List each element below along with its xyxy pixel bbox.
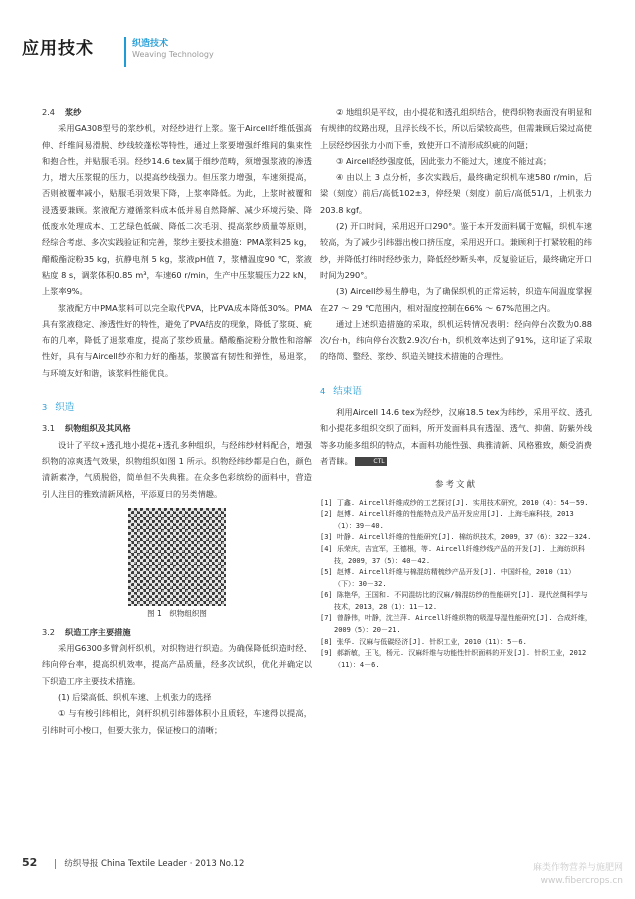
section-number: 3.1	[42, 423, 56, 434]
paragraph: 设计了平纹+透孔地小提花+透孔多种组织，与经纬纱材料配合，增强织物的凉爽透气效果，织物组织如图 1 所示。织物经纬纱都是白色，颜色清新素净，气质脱俗，简单但不失典雅。在众多色彩缤纷的面料中，营造引人注目的雅致清新风格，平添夏日的另类情趣。	[42, 439, 312, 499]
section-heading-3-2	[42, 624, 312, 640]
column-name-cn: 织造技术	[132, 39, 169, 49]
end-mark: CTL	[355, 457, 386, 466]
paragraph: ① 与有梭引纬相比，剑杆织机引纬器体积小且质轻，车速得以提高，引纬时可小梭口，但要大张力，保证梭口的清晰；	[42, 708, 312, 735]
fabric-weave-figure	[128, 508, 226, 606]
watermark-line: 麻类作物营养与施肥网	[532, 863, 623, 873]
paragraph: 采用GA308型号的浆纱机，对经纱进行上浆。鉴于Aircell纤维低强高伸、纤维间易滑脱、纱线较蓬松等特性，通过上浆要增强纤维间的集束性和抱合性，并贴服毛羽。经纱14.6 tex属于细纱范畴，须增强浆液的渗透力，增大压浆辊的压力，以提高纱线强力。但压浆力增强，车速须提高，否则被覆率减小，贴服毛羽效果下降，上浆率降低。为此，上浆时被覆和浸透要兼顾。浆液配方遵循浆料成本低并易自然降解、减少环境污染、降低废水处理成本、工艺绿色低碳、降低二次毛羽、提高浆纱质量等原则，经综合考虑、多次实践验证和完善，浆纱主要技术措施：PMA浆料25 kg，醋酸酯淀粉35 kg，抗静电剂 5 kg，浆液pH值 7，浆槽温度90 ℃，浆液粘度 8 s，调浆体积0.85 m³，车速60 r/min，生产中压浆辊压力22 kN，上浆率9%。	[42, 123, 312, 297]
section-number: 4	[320, 385, 326, 396]
references-title: 参考文献	[434, 480, 477, 491]
section-title: 浆纱	[65, 107, 82, 117]
section-title: 结束语	[333, 385, 362, 397]
reference-item: [3] 叶静. Aircell纤维的性能研究[J]. 棉纺织技术，2009，37（6）：322－324.	[320, 533, 592, 542]
right-column	[320, 104, 592, 671]
reference-item: [2] 赵博. Aircell纤维的性能特点及产品开发应用[J]. 上海毛麻科技，2013（1）：39－40.	[320, 510, 574, 530]
page-header	[22, 34, 214, 68]
section-number: 2.4	[42, 107, 56, 117]
column-name-en: Weaving Technology	[132, 50, 214, 59]
references-list	[320, 498, 592, 672]
section-heading-3	[42, 399, 312, 416]
paragraph: ③ Aircell经纱强度低，因此张力不能过大，速度不能过高；	[336, 155, 552, 166]
reference-item: [5] 赵博. Aircell纤维与棉混纺精梳纱产品开发[J]. 中国纤检，2010（11）（下）：30－32.	[320, 568, 576, 588]
reference-item: [4] 乐荣庆，吉宜军，王德根，等. Aircell纤维纱线产品的开发[J]. 上海纺织科技，2009，37（5）：40－42.	[320, 544, 585, 565]
reference-item: [6] 陈艳华，王国和. 不同混纺比的汉麻/棉混纺纱的性能研究[J]. 现代丝绸科学与技术，2013，28（1）：11－12.	[320, 591, 588, 611]
reference-item: [8] 张华. 汉麻与低碳经济[J]. 针织工业，2010（11）：5－6.	[320, 637, 527, 646]
reference-item: [1] 丁鑫. Aircell纤维成纱的工艺探讨[J]. 实用技术研究，2010（4）：54－59.	[320, 498, 589, 507]
paragraph: (3) Aircell纱易生静电，为了确保织机的正常运转，织造车间温度掌握在27 ～ 29 ℃范围内，相对湿度控制在66% ～ 67%范围之内。	[320, 286, 592, 313]
section-heading-2-4	[42, 104, 312, 120]
section-number: 3.2	[42, 626, 56, 637]
section-title: 织造	[55, 402, 75, 414]
paragraph: 采用G6300多臂剑杆织机，对织物进行织造。为确保降低织造时经、纬向停台率，提高织机效率，提高产品质量，经多次试织，优化并确定以下织造工序主要技术措施。	[42, 643, 312, 686]
paragraph: (2) 开口时间，采用迟开口290°。鉴于本开发面料属于宽幅，织机车速较高，为了减少引纬器出梭口挤压度，采用迟开口。兼顾利于打紧较粗的纬纱，并降低打纬时经纱张力，降低经纱断头率，反复验证后，最终确定开口时间为290°。	[320, 221, 592, 280]
figure-caption: 图 1 织物组织图	[147, 608, 207, 618]
section-title: 织造工序主要措施	[65, 626, 131, 637]
section-heading-3-1	[42, 420, 312, 436]
section-title: 织物组织及其风格	[65, 423, 131, 434]
section-label: 应用技术	[22, 39, 94, 59]
paragraph: ② 地组织是平纹，由小提花和透孔组织结合，使得织物表面没有明显和有规律的纹路出现，且浮长线不长，所以后梁较高些，但需兼顾后梁过高使上层经纱因张力小而下垂，致使开口不清形成织疵的问题；	[320, 107, 592, 150]
conclusion-text: 利用Aircell 14.6 tex为经纱，汉麻18.5 tex为纬纱，采用平纹、透孔和小提花多组织交织了面料，所开发面料具有透湿、透气、抑菌、防紫外线等多功能多组织的特点，本面料功能性强、典雅清新、风格雅致，颇受消费者青睐。	[320, 407, 592, 466]
watermark-line: www.fibercrops.cn	[540, 876, 623, 886]
paragraph	[320, 404, 592, 469]
section-heading-4	[320, 383, 592, 400]
reference-item: [9] 郝新敏，王飞，杨元. 汉麻纤维与功能性针织面料的开发[J]. 针织工业，2012（11）：4－6.	[320, 649, 587, 669]
left-column	[42, 104, 312, 738]
header-divider	[124, 37, 126, 67]
paragraph: 通过上述织造措施的采取，织机运转情况表明：经向停台次数为0.88次/台·h，纬向停台次数2.9次/台·h，织机效率达到了91%，这印证了采取的络筒、整经、浆纱、织造关键技术措施的合理性。	[320, 318, 592, 362]
reference-item: [7] 曾静伟，叶静，沈兰萍. Aircell纤维织物的吸湿导湿性能研究[J]. 合成纤维，2009（5）：20－21.	[320, 614, 592, 635]
section-number: 3	[42, 402, 48, 413]
page-footer	[22, 856, 244, 869]
footer-divider	[55, 859, 56, 869]
journal-name: 纺织导报 China Textile Leader · 2013 No.12	[64, 859, 245, 869]
page-number: 52	[22, 856, 38, 869]
paragraph: ④ 由以上 3 点分析，多次实践后，最终确定织机车速580 r/min，后梁（刻度）前后/高低102±3，停经架（刻度）前后/高低51/1，上机张力203.8 kgf。	[320, 172, 592, 215]
watermark	[533, 862, 623, 888]
paragraph: 浆液配方中PMA浆料可以完全取代PVA，比PVA成本降低30%。PMA具有浆液稳定、渗透性好的特性，避免了PVA结皮的现象，降低了浆斑、疵布的几率，降低了退浆难度，提高了浆纱质量。醋酸酯淀粉分散性和溶解性好，具有与Aircell纱亦和力好的酯基，浆膜富有韧性和弹性，易退浆，与环境友好和谐，该浆料性能优良。	[42, 302, 312, 378]
paragraph: (1) 后梁高低、织机车速、上机张力的选择	[58, 692, 212, 703]
